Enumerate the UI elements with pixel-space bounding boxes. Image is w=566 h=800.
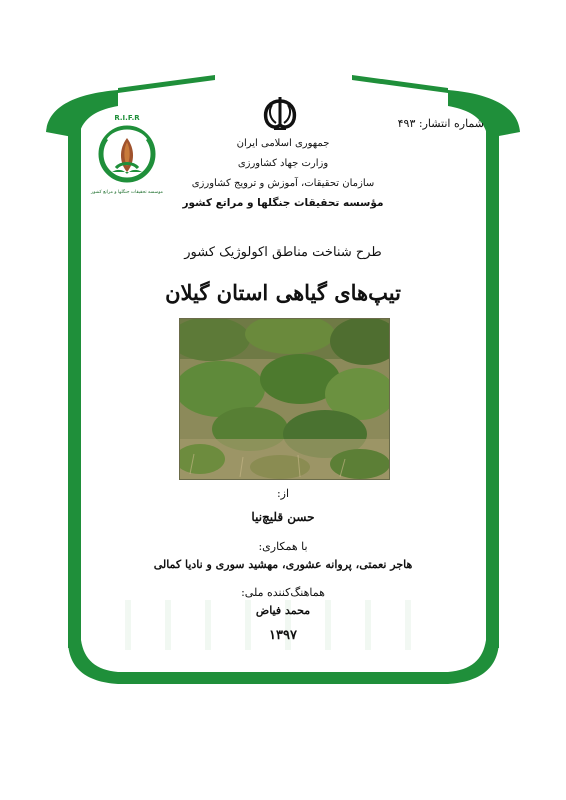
frame-bottom-bar xyxy=(118,672,448,684)
main-title: تیپ‌های گیاهی استان گیلان xyxy=(165,280,401,305)
org-line-2: وزارت جهاد کشاورزی xyxy=(237,158,329,169)
publication-year: ۱۳۹۷ xyxy=(269,628,297,643)
org-line-4: مؤسسه تحقیقات جنگلها و مراتع کشور xyxy=(182,197,384,209)
frame-bottom-right-curve xyxy=(448,640,499,684)
project-title: طرح شناخت مناطق اکولوژیک کشور xyxy=(184,245,382,260)
collaborators-label: با همکاری: xyxy=(258,540,308,553)
frame-top-right-bar xyxy=(352,75,448,93)
iran-emblem-icon xyxy=(258,95,302,135)
author-label: از: xyxy=(276,487,290,500)
org-line-1: جمهوری اسلامی ایران xyxy=(236,138,330,149)
logo-caption: موسسه تحقیقات جنگلها و مراتع کشور xyxy=(91,190,163,195)
coordinator-label: هماهنگ‌کننده ملی: xyxy=(241,586,325,599)
frame-top-left-bar xyxy=(118,75,215,93)
coordinator-name: محمد فیاض xyxy=(255,604,311,617)
frame-bottom-left-curve xyxy=(68,640,118,684)
org-line-3: سازمان تحقیقات، آموزش و ترویج کشاورزی xyxy=(191,178,375,189)
collaborators-names: هاجر نعمتی، پروانه عشوری، مهشید سوری و نادیا کمالی xyxy=(153,558,413,571)
svg-text:R.I.F.R: R.I.F.R xyxy=(114,114,140,122)
frame-right-arm xyxy=(448,90,520,138)
vegetation-photo xyxy=(179,318,390,480)
author-name: حسن قلیچ‌نیا xyxy=(251,510,315,524)
publication-number: شماره انتشار: ۴۹۳ xyxy=(397,117,484,130)
